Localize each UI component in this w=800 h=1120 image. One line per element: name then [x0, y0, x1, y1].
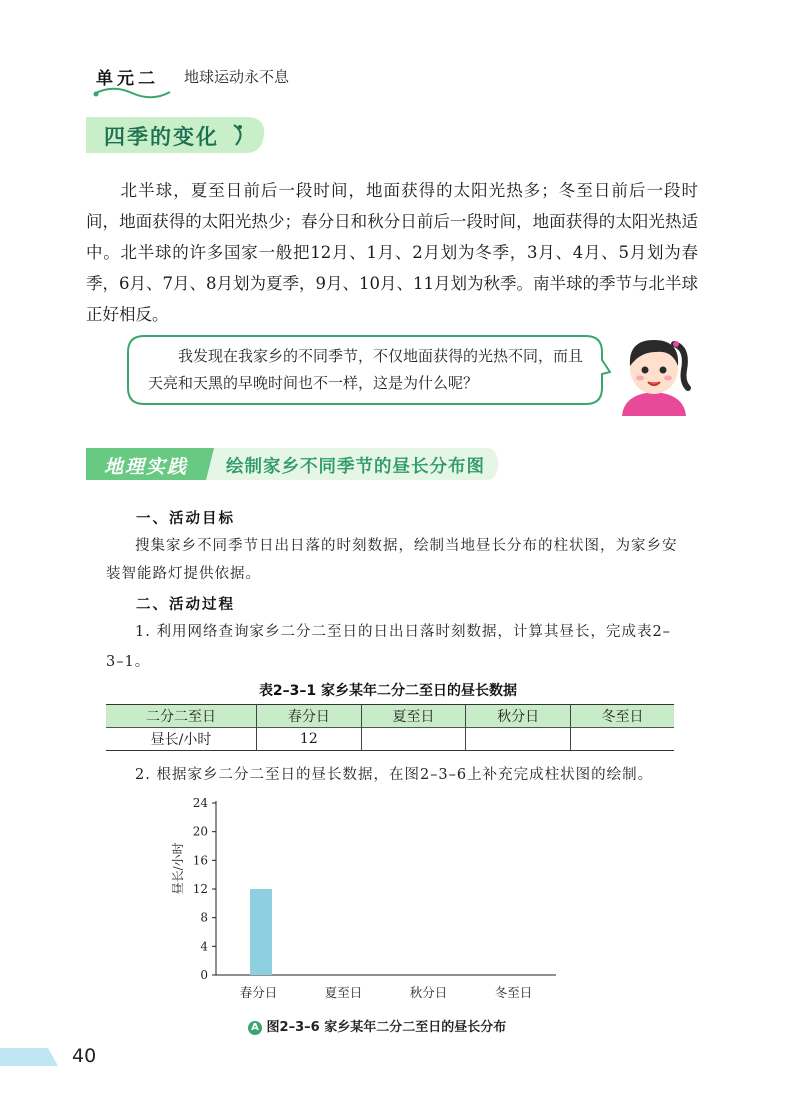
daylength-bar-chart: [160, 795, 570, 1009]
practice-label: 地理实践: [104, 456, 189, 478]
unit-label: 单元二: [96, 69, 159, 89]
bubble-text: 我发现在我家乡的不同季节，不仅地面获得的光热不同，而且天亮和天黑的早晚时间也不一样，这是为什么呢？: [148, 347, 584, 392]
step-1-text: 1. 利用网络查询家乡二分二至日的日出日落时刻数据，计算其昼长，完成表2–3–1。: [106, 624, 671, 670]
girl-avatar-icon: [616, 330, 692, 416]
y-tick-label: 16: [192, 853, 208, 868]
practice-title: 绘制家乡不同季节的昼长分布图: [226, 457, 485, 477]
table-header-cell: 冬至日: [571, 705, 674, 728]
page-number: 40: [72, 1045, 97, 1067]
y-axis-label: 昼长/小时: [171, 842, 185, 895]
table-header-row: [106, 705, 674, 728]
table-row: [106, 728, 674, 751]
table-header-cell: 夏至日: [361, 705, 466, 728]
page-tab: [0, 1048, 58, 1066]
y-tick-label: 4: [200, 939, 208, 954]
y-tick-label: 12: [192, 882, 208, 896]
table-cell: [466, 728, 571, 751]
y-tick-label: 8: [200, 910, 208, 925]
unit-title: 地球运动永不息: [184, 68, 290, 86]
bar: [250, 889, 272, 975]
figure-caption: [248, 1016, 506, 1035]
y-tick-label: 20: [192, 824, 208, 839]
x-tick-label: 夏至日: [324, 985, 363, 1000]
daylength-table: [106, 704, 674, 751]
table-cell: [571, 728, 674, 751]
goal-text: 搜集家乡不同季节日出日落的时刻数据，绘制当地昼长分布的柱状图，为家乡安装智能路灯提供依据。: [106, 538, 678, 582]
figure-caption-text: 图2–3–6 家乡某年二分二至日的昼长分布: [266, 1020, 507, 1035]
table-caption: 表2–3–1 家乡某年二分二至日的昼长数据: [258, 683, 518, 699]
table-cell: [361, 728, 466, 751]
x-tick-label: 冬至日: [494, 985, 533, 1000]
table-header-cell: 二分二至日: [146, 709, 216, 725]
y-tick-label: 0: [200, 968, 208, 982]
table-header-cell: 秋分日: [466, 705, 571, 728]
figure-marker-icon: A: [248, 1021, 262, 1035]
wave-decoration: [92, 86, 172, 100]
table-header-cell: 春分日: [257, 705, 362, 728]
section-title: 四季的变化: [104, 125, 219, 149]
process-heading: 二、活动过程: [136, 597, 235, 613]
body-paragraph: 北半球，夏至日前后一段时间，地面获得的太阳光热多；冬至日前后一段时间，地面获得的太阳光热少；春分日和秋分日前后一段时间，地面获得的太阳光热适中。北半球的许多国家一般把12月、1月、2月划为冬季，3月、4月、5月划为春季，6月、7月、8月划为夏季，9月、10月、11月划为秋季。南半球的季节与北半球正好相反。: [86, 181, 698, 324]
x-tick-label: 春分日: [239, 985, 278, 1000]
step-2-text: 2. 根据家乡二分二至日的昼长数据，在图2–3–6上补充完成柱状图的绘制。: [135, 767, 654, 783]
table-cell: 昼长/小时: [150, 732, 212, 748]
table-cell: 12: [257, 728, 362, 751]
x-tick-label: 秋分日: [409, 985, 448, 1000]
y-tick-label: 24: [192, 796, 208, 810]
goal-heading: 一、活动目标: [136, 511, 235, 527]
